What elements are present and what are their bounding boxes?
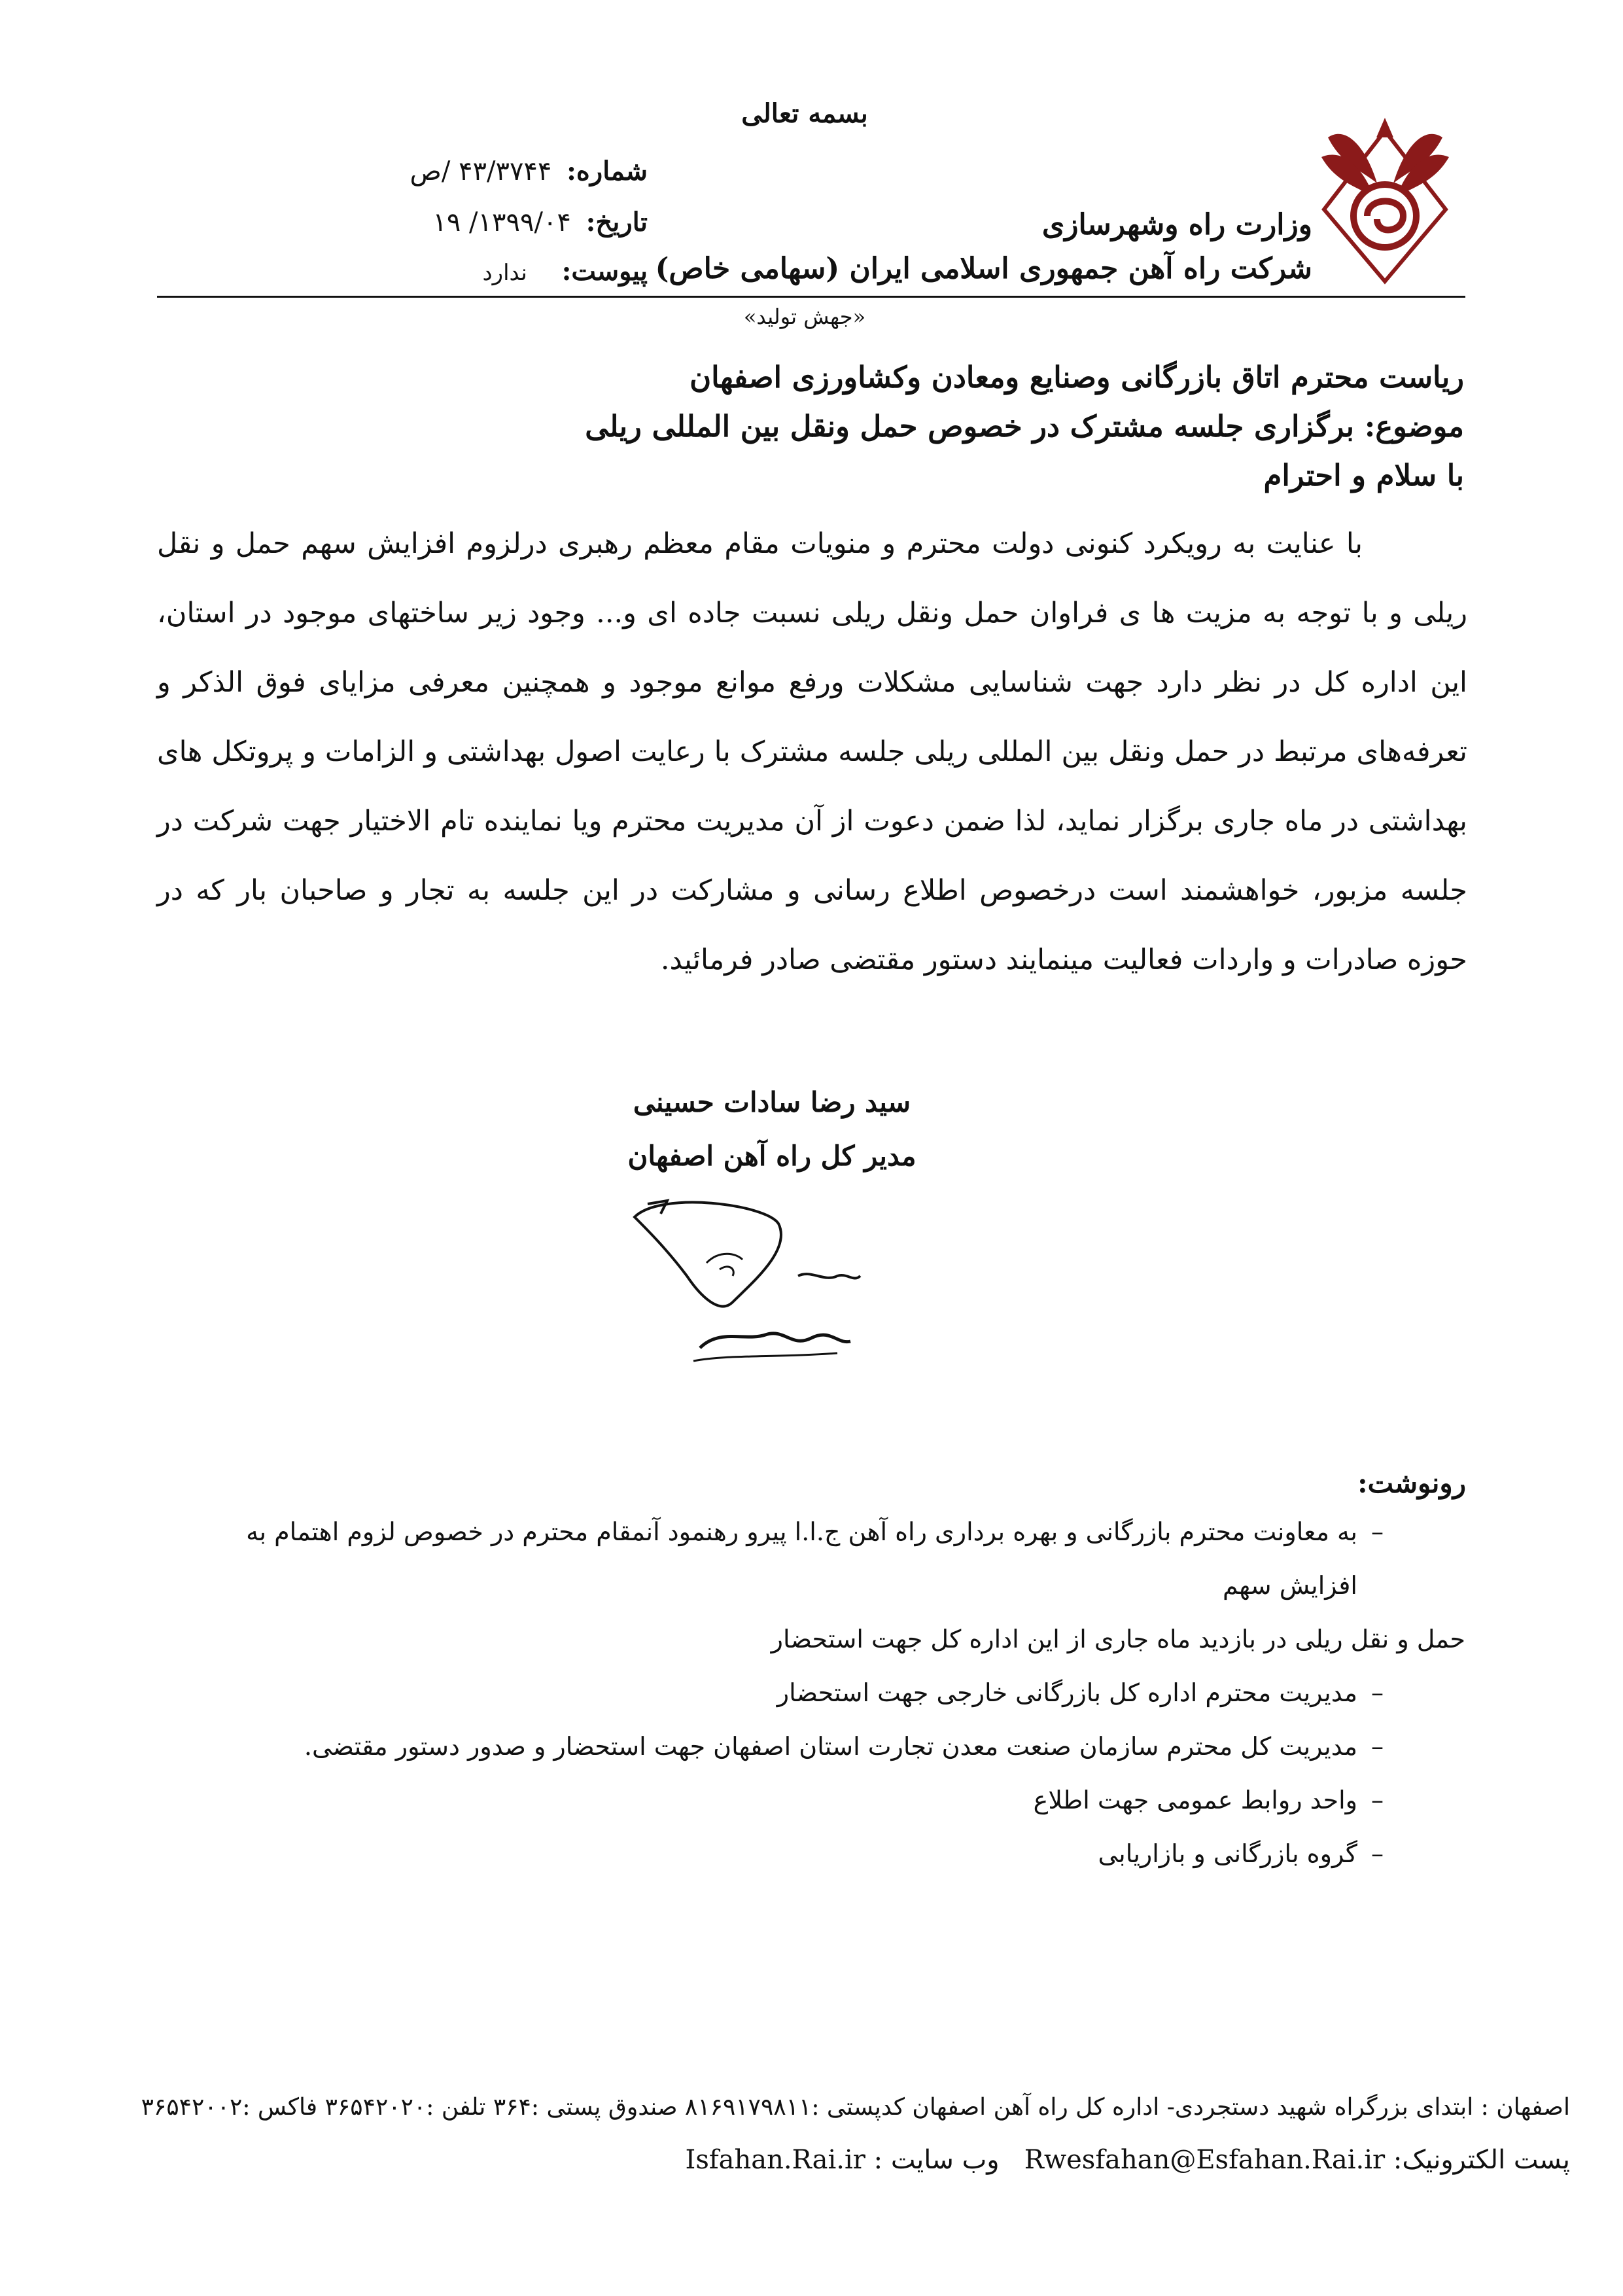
- company-name: شرکت راه آهن جمهوری اسلامی ایران (سهامی خاص): [655, 252, 1312, 285]
- cc-item: – مدیریت محترم اداره کل بازرگانی خارجی جهت استحضار: [777, 1678, 1384, 1707]
- header-divider: [157, 296, 1465, 298]
- date-label: تاریخ:: [585, 207, 648, 238]
- number-label: شماره:: [567, 156, 648, 186]
- attachment-label: پیوست:: [561, 256, 648, 287]
- email-label: پست الکترونیک:: [1393, 2145, 1570, 2175]
- cc-item: – مدیریت کل محترم سازمان صنعت معدن تجارت استان اصفهان جهت استحضار و صدور دستور مقتضی.: [304, 1732, 1384, 1761]
- railway-logo-icon: [1315, 111, 1456, 285]
- slogan: «جهش تولید»: [743, 304, 866, 329]
- footer-contact: [685, 2145, 1570, 2175]
- recipient: ریاست محترم اتاق بازرگانی وصنایع ومعادن وکشاورزی اصفهان: [689, 360, 1464, 395]
- cc-item-continuation: حمل و نقل ریلی در بازدید ماه جاری از این اداره کل جهت استحضار: [771, 1625, 1465, 1653]
- letter-number: [393, 152, 648, 191]
- website-link[interactable]: Isfahan.Rai.ir: [685, 2145, 865, 2175]
- subject: موضوع: برگزاری جلسه مشترک در خصوص حمل ونقل بین المللی ریلی: [585, 409, 1464, 444]
- signer-title: مدیر کل راه آهن اصفهان: [627, 1140, 916, 1172]
- cc-item: – واحد روابط عمومی جهت اطلاع: [1033, 1786, 1384, 1814]
- attachment-value: ندارد: [482, 260, 527, 286]
- site-label: وب سایت :: [873, 2145, 1000, 2175]
- letter-attachment: [393, 252, 648, 291]
- letter-body: [157, 509, 1467, 995]
- signer-name: سید رضا سادات حسینی: [633, 1086, 911, 1118]
- ministry-name: وزارت راه وشهرسازی: [1041, 208, 1312, 241]
- footer-address: اصفهان : ابتدای بزرگراه شهید دستجردی- اداره کل راه آهن اصفهان کدپستی :۸۱۶۹۱۷۹۸۱۱ صندوق پستی :۳۶۴ تلفن :۳۶۵۴۲۰۲۰ فاکس :۳۶۵۴۲۰۰۲: [141, 2094, 1570, 2121]
- date-value: ۱۳۹۹/۰۴/ ۱۹: [432, 207, 571, 238]
- cc-item: – گروه بازرگانی و بازاریابی: [1098, 1839, 1384, 1868]
- number-value: ۴۳/۳۷۴۴ /ص: [410, 156, 552, 186]
- cc-title: رونوشت:: [1357, 1467, 1466, 1499]
- basmala-heading: بسمه تعالی: [741, 98, 868, 129]
- cc-list: [164, 1505, 1465, 1881]
- email-link[interactable]: Rwesfahan@Esfahan.Rai.ir: [1024, 2145, 1386, 2175]
- letter-date: [393, 203, 648, 242]
- signature-icon: [621, 1178, 916, 1407]
- greeting: با سلام و احترام: [1263, 458, 1464, 493]
- cc-item: – به معاونت محترم بازرگانی و بهره برداری راه آهن ج.ا.ا پیرو رهنمود آنمقام محترم در خصوص لزوم اهتمام به افزایش سهم: [246, 1517, 1384, 1600]
- body-paragraph: با عنایت به رویکرد کنونی دولت محترم و منویات مقام معظم رهبری درلزوم افزایش سهم حمل و نقل ریلی و با توجه به مزیت ها ی فراوان حمل ونقل ریلی نسبت جاده ای و... وجود زیر ساختهای موجود در استان، این اداره کل در نظر دارد جهت شناسایی مشکلات ورفع موانع موجود و همچنین معرفی مزایای فوق الذکر و تعرفه‌های مرتبط در حمل ونقل بین المللی ریلی جلسه مشترک با رعایت اصول بهداشتی و الزامات و پروتکل های بهداشتی در ماه جاری برگزار نماید، لذا ضمن دعوت از آن مدیریت محترم ویا نماینده تام الاختیار جهت شرکت در جلسه مزبور، خواهشمند است درخصوص اطلاع رسانی و مشارکت در این جلسه به تجار و صاحبان بار که در حوزه صادرات و واردات فعالیت مینمایند دستور مقتضی صادر فرمائید.: [157, 527, 1467, 976]
